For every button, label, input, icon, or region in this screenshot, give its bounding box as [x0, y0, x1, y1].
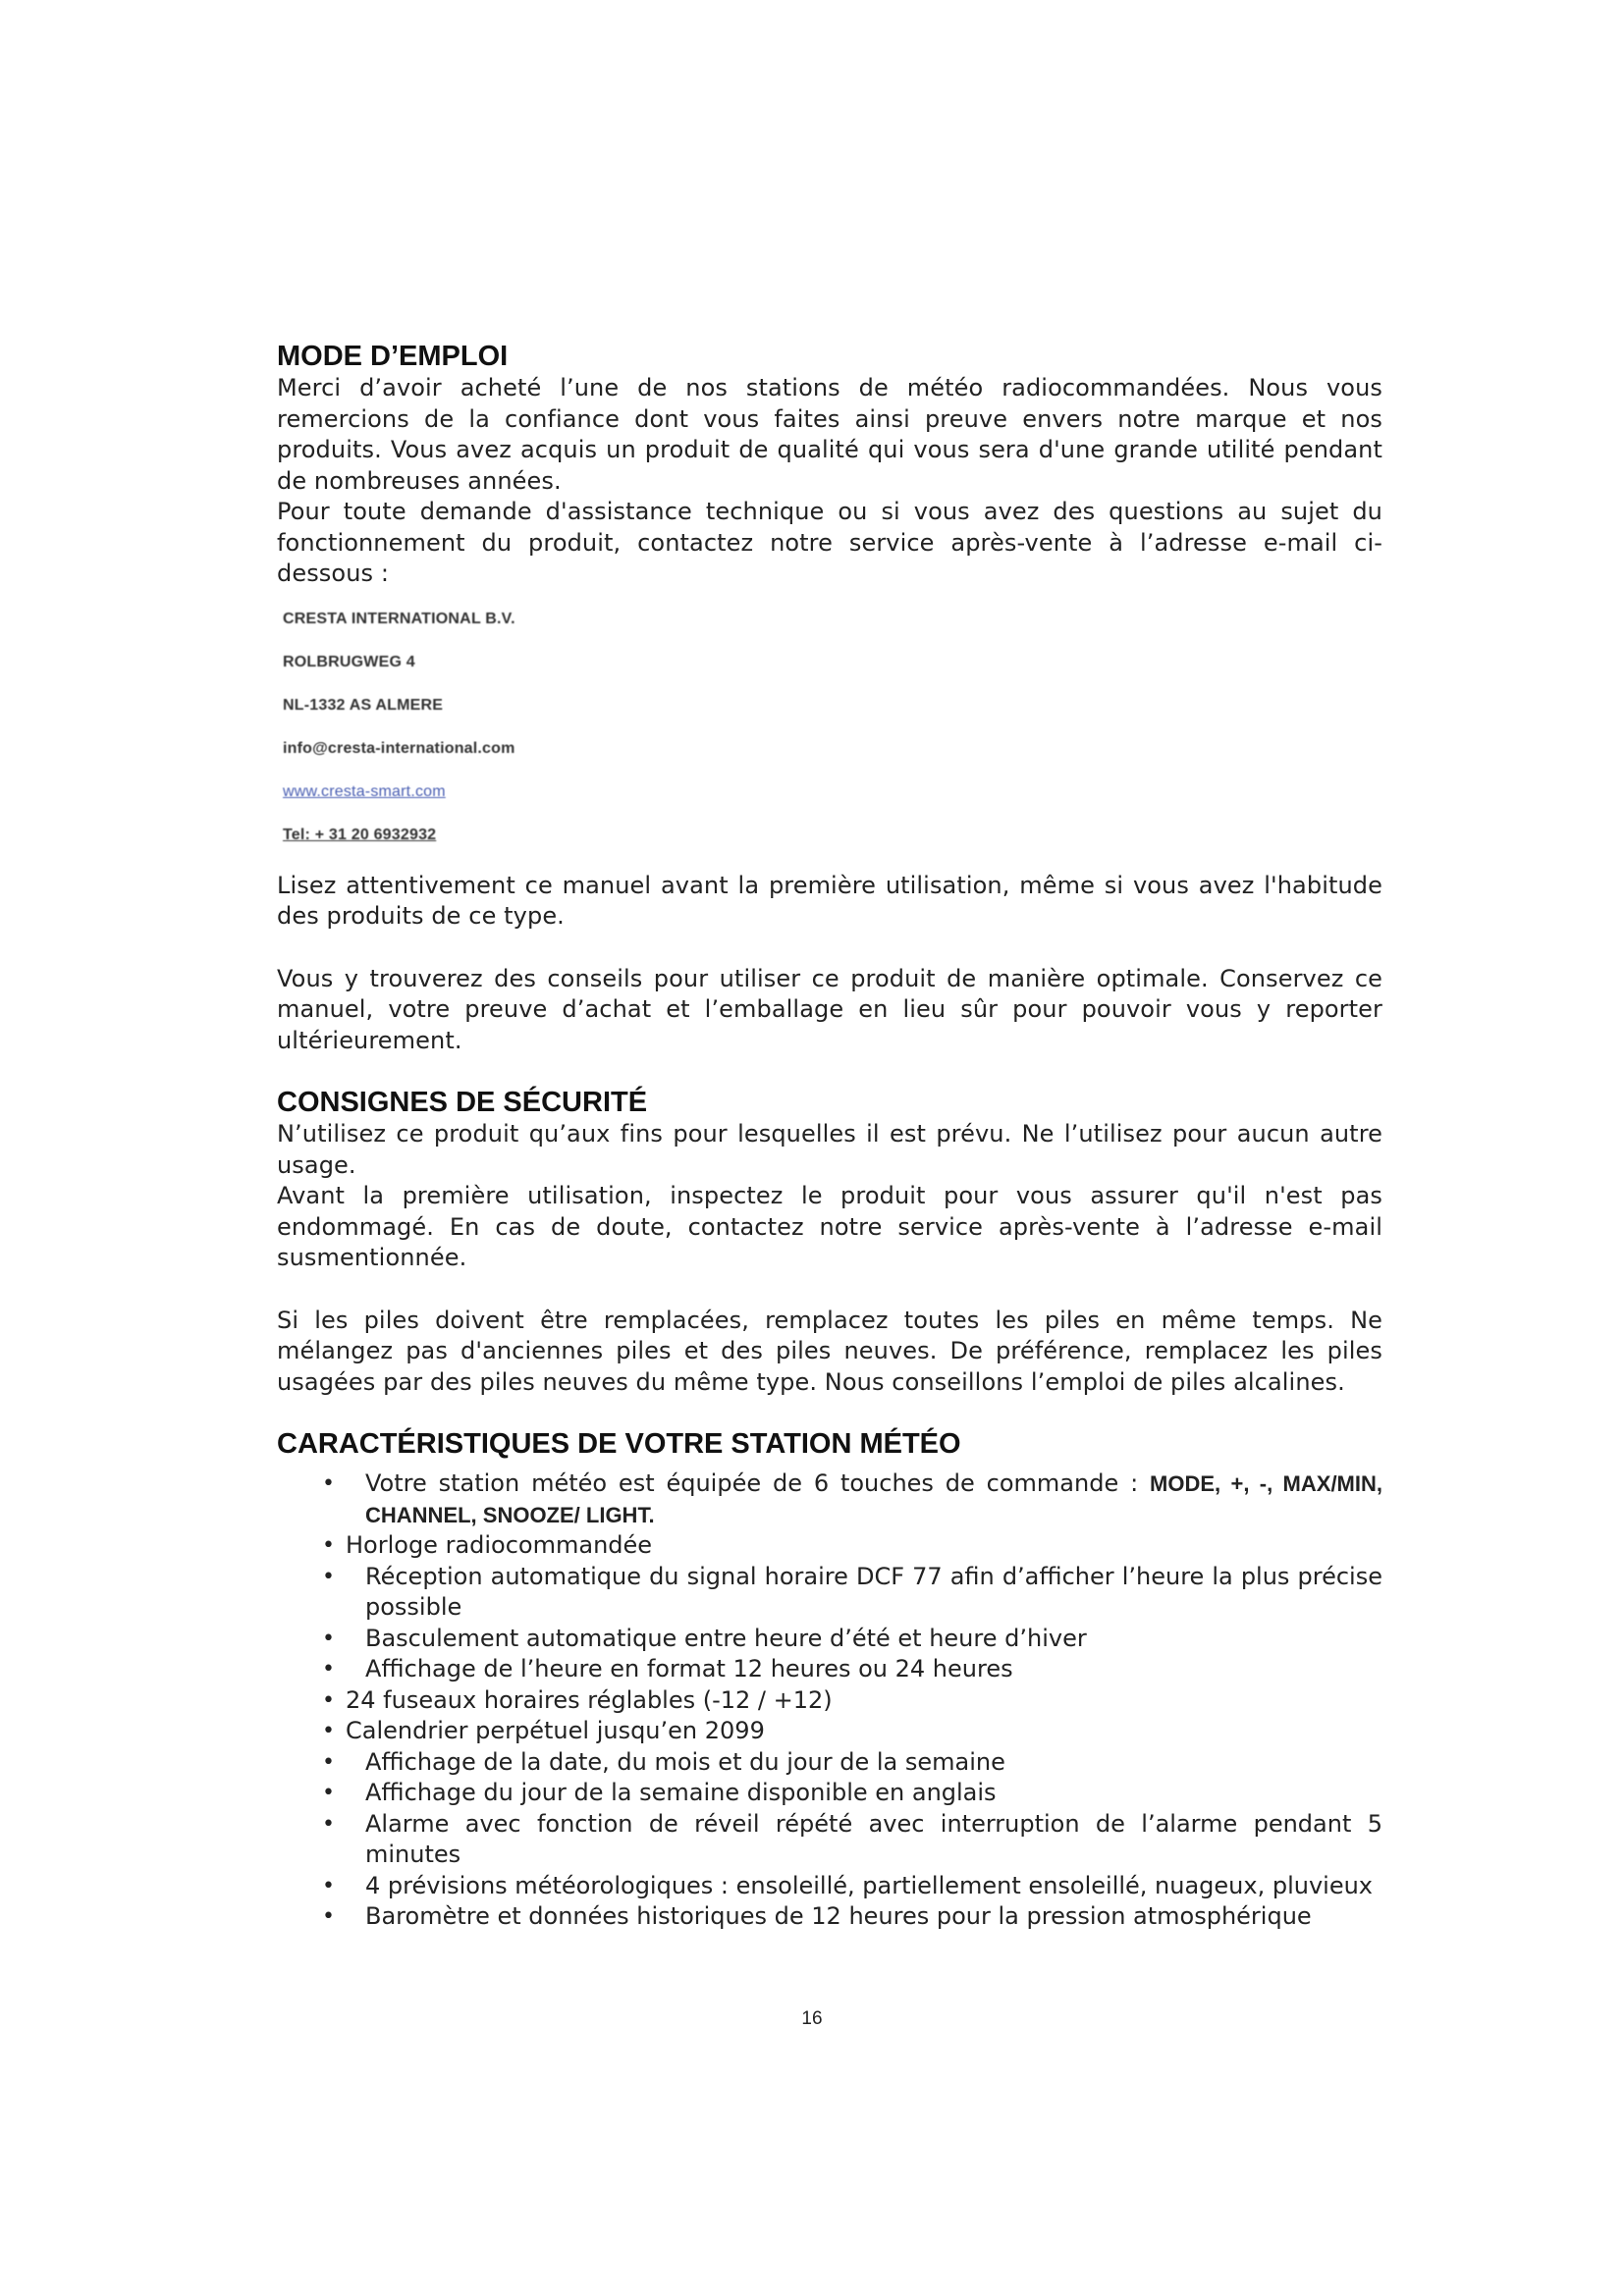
list-item: [277, 1624, 1382, 1655]
list-item: [277, 1562, 1382, 1624]
list-item: [277, 1716, 1382, 1747]
list-item: [277, 1468, 1382, 1530]
bullet-icon: •: [322, 1687, 335, 1713]
list-item-text: Alarme avec fonction de réveil répété avec interruption de l’alarme pendant 5 minutes: [365, 1809, 1382, 1868]
keep-manual-paragraph: Vous y trouverez des conseils pour utiliser ce produit de manière optimale. Conservez ce manuel, votre preuve d’achat et l’emballage en lieu sûr pour pouvoir vous y reporter ultérieurement.: [277, 964, 1382, 1054]
list-item-text: Basculement automatique entre heure d’été et heure d’hiver: [365, 1624, 1087, 1652]
section-title-caracteristiques: CARACTÉRISTIQUES DE VOTRE STATION MÉTÉO: [277, 1428, 961, 1460]
control-keys-text: MODE, +, -, MAX/MIN, CHANNEL, SNOOZE/ LIGHT.: [365, 1471, 1382, 1527]
list-item-text: Affichage du jour de la semaine disponible en anglais: [365, 1779, 997, 1806]
city-address: NL-1332 AS ALMERE: [283, 696, 444, 714]
list-item: [277, 1654, 1382, 1685]
inspect-paragraph: Avant la première utilisation, inspectez le produit pour vous assurer qu'il n'est pas endommagé. En cas de doute, contactez notre service après-vente à l’adresse e-mail susmentionnée.: [277, 1182, 1382, 1271]
manual-page: [277, 340, 1382, 1933]
bullet-icon: •: [322, 1626, 335, 1651]
bullet-icon: •: [322, 1749, 335, 1775]
support-paragraph: Pour toute demande d'assistance technique ou si vous avez des questions au sujet du fonctionnement du produit, contactez notre service après-vente à l’adresse e-mail ci-dessous :: [277, 498, 1382, 587]
bullet-icon: •: [322, 1657, 335, 1682]
read-manual-paragraph: Lisez attentivement ce manuel avant la première utilisation, même si vous avez l'habitude des produits de ce type.: [277, 871, 1382, 930]
section-title-mode-emploi: MODE D’EMPLOI: [277, 341, 509, 372]
email-address: info@cresta-international.com: [283, 739, 515, 757]
list-item-text: Affichage de la date, du mois et du jour de la semaine: [365, 1747, 1005, 1776]
list-item: [277, 1809, 1382, 1871]
batteries-paragraph: Si les piles doivent être remplacées, remplacez toutes les piles en même temps. Ne mélangez pas d'anciennes piles et des piles neuves. De préférence, remplacez les piles usagées par des piles neuves du même type. Nous conseillons l’emploi de piles alcalines.: [277, 1306, 1382, 1396]
list-item: [277, 1747, 1382, 1779]
list-item: [277, 1871, 1382, 1902]
list-item: [277, 1685, 1382, 1717]
list-item-text: 24 fuseaux horaires réglables (-12 / +12): [346, 1685, 833, 1714]
list-item-text: Affichage de l’heure en format 12 heures ou 24 heures: [365, 1655, 1013, 1682]
bullet-icon: •: [322, 1873, 335, 1898]
list-item: [277, 1778, 1382, 1809]
list-item-text: Horloge radiocommandée: [346, 1531, 653, 1559]
usage-paragraph: N’utilisez ce produit qu’aux fins pour lesquelles il est prévu. Ne l’utilisez pour aucun autre usage.: [277, 1120, 1382, 1179]
company-name: CRESTA INTERNATIONAL B.V.: [283, 610, 515, 627]
list-item-text: Calendrier perpétuel jusqu’en 2099: [346, 1717, 765, 1744]
bullet-icon: •: [322, 1533, 335, 1558]
bullet-icon: •: [322, 1811, 335, 1837]
street-address: ROLBRUGWEG 4: [283, 653, 415, 670]
bullet-icon: •: [322, 1471, 335, 1496]
address-block: [283, 598, 1382, 857]
website-link[interactable]: www.cresta-smart.com: [283, 782, 446, 800]
list-item-text: Votre station météo est équipée de 6 touches de commande :: [365, 1469, 1151, 1497]
list-item-text: 4 prévisions météorologiques : ensoleillé, partiellement ensoleillé, nuageux, pluvieux: [365, 1871, 1374, 1899]
list-item-text: Réception automatique du signal horaire DCF 77 afin d’afficher l’heure la plus précise possible: [365, 1562, 1382, 1621]
list-item: [277, 1530, 1382, 1562]
features-list: [277, 1468, 1382, 1933]
bullet-icon: •: [322, 1904, 335, 1929]
list-item: [277, 1901, 1382, 1933]
list-item-text: Baromètre et données historiques de 12 heures pour la pression atmosphérique: [365, 1902, 1312, 1930]
bullet-icon: •: [322, 1564, 335, 1589]
page-number: 16: [801, 2008, 823, 2029]
phone-number: Tel: + 31 20 6932932: [283, 826, 437, 843]
intro-paragraph: Merci d’avoir acheté l’une de nos stations de météo radiocommandées. Nous vous remercions de la confiance dont vous faites ainsi preuve envers notre marque et nos produits. Vous avez acquis un produit de qualité qui vous sera d'une grande utilité pendant de nombreuses années.: [277, 374, 1382, 495]
section-title-securite: CONSIGNES DE SÉCURITÉ: [277, 1087, 648, 1118]
bullet-icon: •: [322, 1719, 335, 1743]
bullet-icon: •: [322, 1781, 335, 1805]
